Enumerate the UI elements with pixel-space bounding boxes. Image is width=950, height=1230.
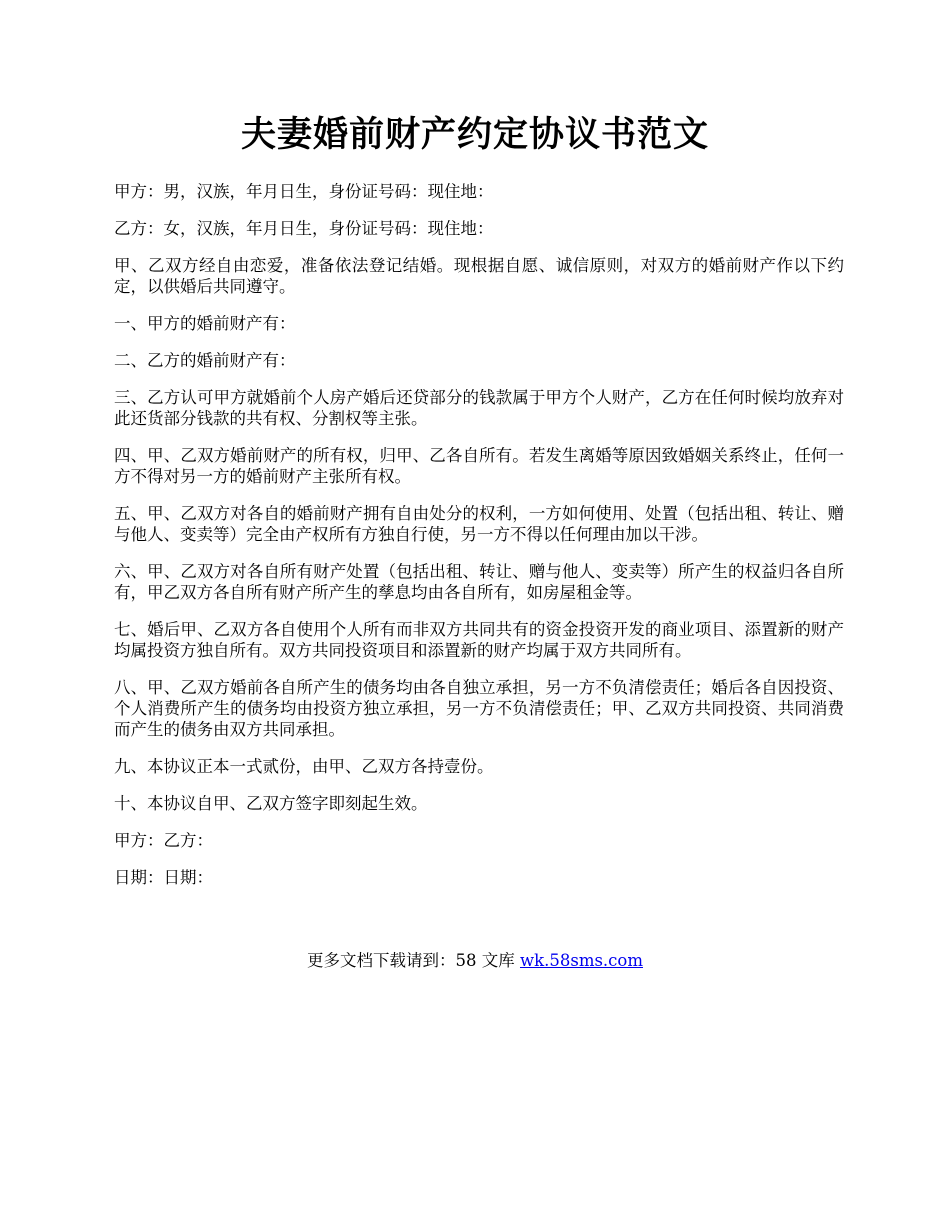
clause-6: 六、甲、乙双方对各自所有财产处置（包括出租、转让、赠与他人、变卖等）所产生的权益归各自所有，甲乙双方各自所有财产所产生的孳息均由各自所有，如房屋租金等。	[114, 562, 844, 602]
clause-10: 十、本协议自甲、乙双方签字即刻起生效。	[114, 794, 428, 813]
clause-3: 三、乙方认可甲方就婚前个人房产婚后还贷部分的钱款属于甲方个人财产，乙方在任何时候均放弃对此还货部分钱款的共有权、分割权等主张。	[114, 388, 844, 428]
clause-1: 一、甲方的婚前财产有：	[114, 314, 296, 333]
clause-7: 七、婚后甲、乙双方各自使用个人所有而非双方共同共有的资金投资开发的商业项目、添置新的财产均属投资方独自所有。双方共同投资项目和添置新的财产均属于双方共同所有。	[114, 620, 844, 660]
download-footer	[0, 950, 950, 972]
signature-line: 甲方：乙方：	[114, 831, 213, 850]
footer-link[interactable]: wk.58sms.com	[519, 951, 643, 970]
clause-2: 二、乙方的婚前财产有：	[114, 351, 296, 370]
date-line: 日期：日期：	[114, 868, 213, 887]
footer-text: 更多文档下载请到：58 文库	[306, 951, 520, 970]
clause-8: 八、甲、乙双方婚前各自所产生的债务均由各自独立承担，另一方不负清偿责任；婚后各自因投资、个人消费所产生的债务均由投资方独立承担，另一方不负清偿责任；甲、乙双方共同投资、共同消费而产生的债务由双方共同承担。	[114, 678, 844, 739]
document-title: 夫妻婚前财产约定协议书范文	[240, 114, 709, 155]
party-b-info: 乙方：女，汉族，年月日生，身份证号码：现住地：	[114, 219, 494, 238]
clause-9: 九、本协议正本一式贰份，由甲、乙双方各持壹份。	[114, 757, 494, 776]
document-body	[114, 181, 844, 904]
preamble-paragraph: 甲、乙双方经自由恋爱，准备依法登记结婚。现根据自愿、诚信原则，对双方的婚前财产作以下约定，以供婚后共同遵守。	[114, 256, 844, 296]
party-a-info: 甲方：男，汉族，年月日生，身份证号码：现住地：	[114, 182, 494, 201]
clause-4: 四、甲、乙双方婚前财产的所有权，归甲、乙各自所有。若发生离婚等原因致婚姻关系终止，任何一方不得对另一方的婚前财产主张所有权。	[114, 446, 844, 486]
clause-5: 五、甲、乙双方对各自的婚前财产拥有自由处分的权利，一方如何使用、处置（包括出租、转让、赠与他人、变卖等）完全由产权所有方独自行使，另一方不得以任何理由加以干涉。	[114, 504, 844, 544]
